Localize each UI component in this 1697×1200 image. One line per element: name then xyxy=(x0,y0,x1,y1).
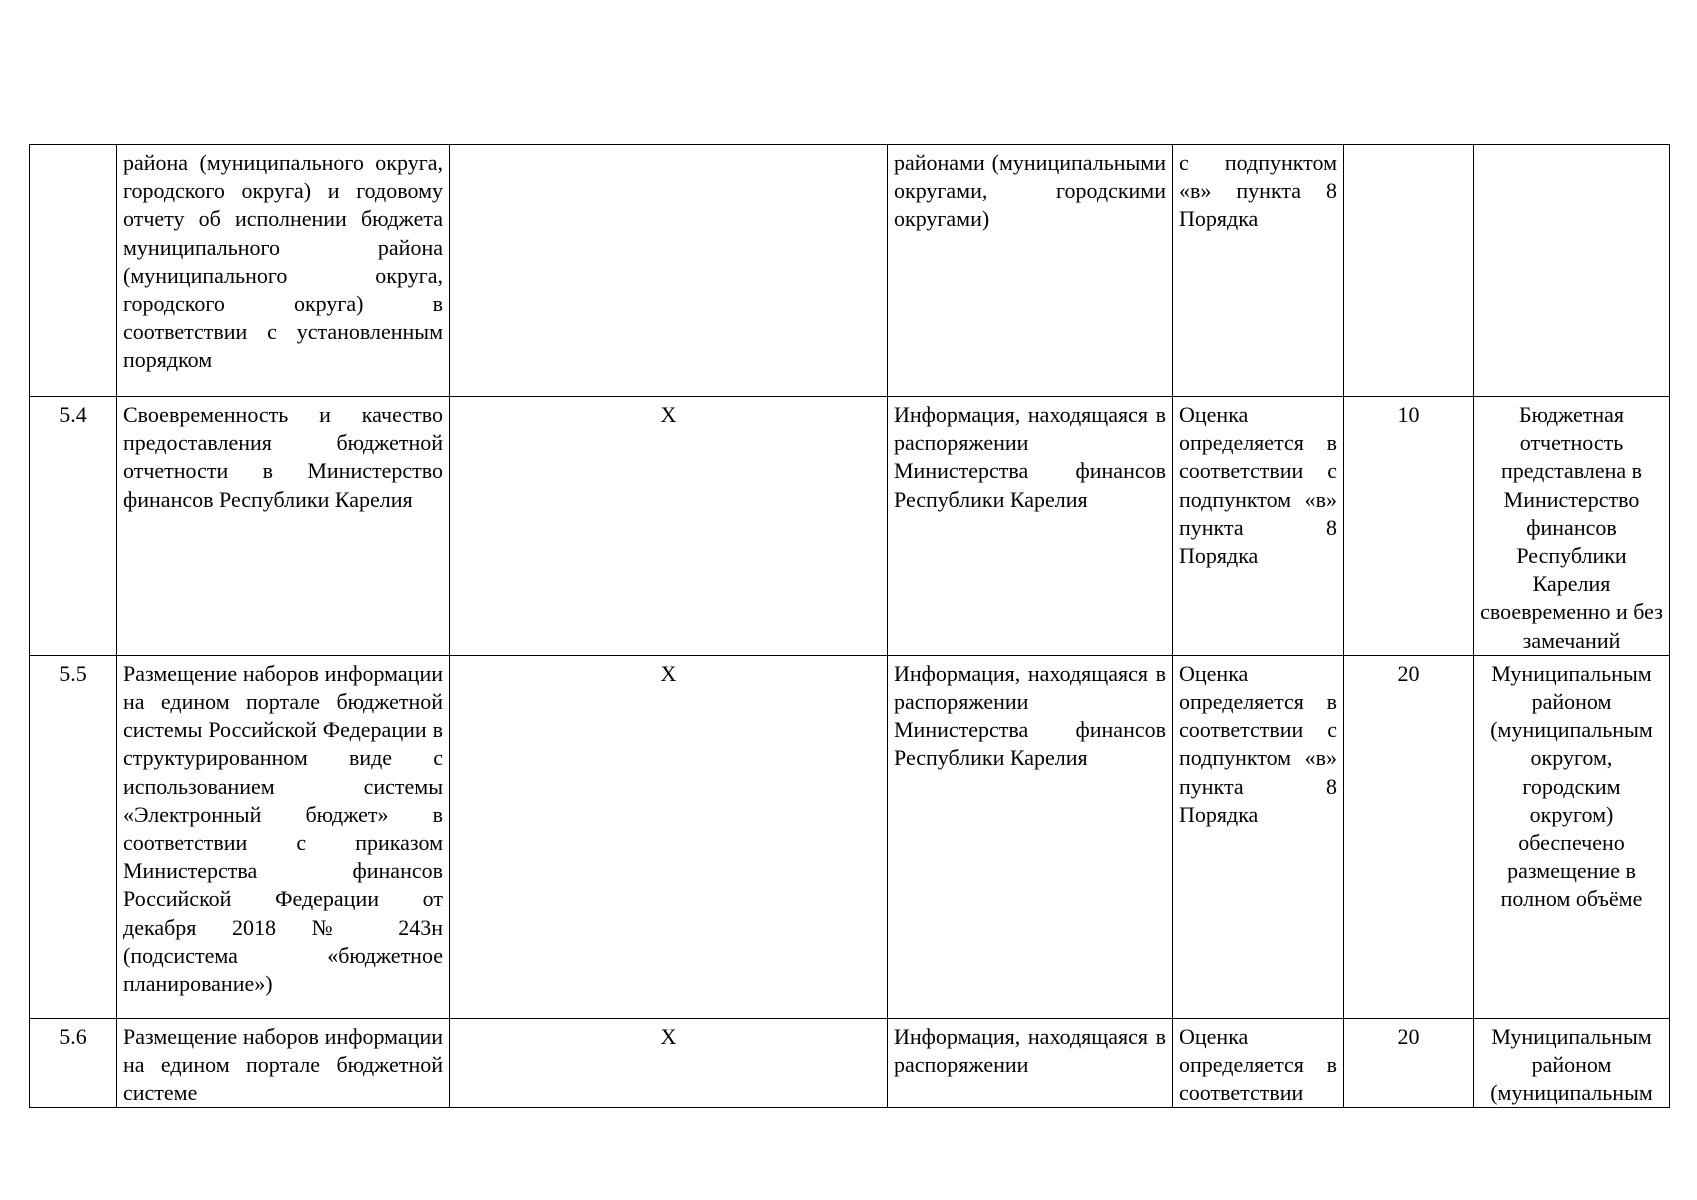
evaluation-result: Муниципальным районом (муниципальным округом, городским округом) обеспечено размещение в полном объёме xyxy=(1474,655,1670,1018)
table-row xyxy=(30,655,1670,1018)
calculation-formula xyxy=(450,145,888,397)
data-source: районами (муниципальными округами, городскими округами) xyxy=(888,145,1173,397)
calculation-formula: X xyxy=(450,397,888,656)
table-row xyxy=(30,1018,1670,1108)
data-source: Информация, находящаяся в распоряжении xyxy=(888,1018,1173,1108)
calculation-formula: X xyxy=(450,655,888,1018)
table-row xyxy=(30,397,1670,656)
evaluation-method: Оценка определяется в соответствии xyxy=(1173,1018,1344,1108)
evaluation-result: Муниципальным районом (муниципальным xyxy=(1474,1018,1670,1108)
row-number: 5.4 xyxy=(30,397,117,656)
criterion-weight xyxy=(1344,145,1474,397)
criterion-name: Размещение наборов информации на едином портале бюджетной системы Российской Федерации в структурированном виде с использованием системы «Электронный бюджет» в соответствии с приказом Министерства финансов Российской Федерации от декабря 2018 № 243н (подсистема «бюджетное планирование») xyxy=(117,655,450,1018)
calculation-formula: X xyxy=(450,1018,888,1108)
data-source: Информация, находящаяся в распоряжении Министерства финансов Республики Карелия xyxy=(888,655,1173,1018)
criteria-table xyxy=(29,144,1670,1108)
evaluation-method: с подпунктом «в» пункта 8 Порядка xyxy=(1173,145,1344,397)
row-number xyxy=(30,145,117,397)
row-number: 5.6 xyxy=(30,1018,117,1108)
data-source: Информация, находящаяся в распоряжении Министерства финансов Республики Карелия xyxy=(888,397,1173,656)
evaluation-method: Оценка определяется в соответствии с подпунктом «в» пункта 8 Порядка xyxy=(1173,397,1344,656)
row-number: 5.5 xyxy=(30,655,117,1018)
criterion-name: Размещение наборов информации на едином портале бюджетной системе xyxy=(117,1018,450,1108)
criterion-name: Своевременность и качество предоставления бюджетной отчетности в Министерство финансов Республики Карелия xyxy=(117,397,450,656)
criterion-weight: 10 xyxy=(1344,397,1474,656)
criterion-weight: 20 xyxy=(1344,655,1474,1018)
criterion-name: района (муниципального округа, городского округа) и годовому отчету об исполнении бюджета муниципального района (муниципального округа, городского округа) в соответствии с установленным порядком xyxy=(117,145,450,397)
evaluation-result xyxy=(1474,145,1670,397)
criterion-weight: 20 xyxy=(1344,1018,1474,1108)
evaluation-method: Оценка определяется в соответствии с подпунктом «в» пункта 8 Порядка xyxy=(1173,655,1344,1018)
evaluation-result: Бюджетная отчетность представлена в Министерство финансов Республики Карелия своевременно и без замечаний xyxy=(1474,397,1670,656)
table-row xyxy=(30,145,1670,397)
